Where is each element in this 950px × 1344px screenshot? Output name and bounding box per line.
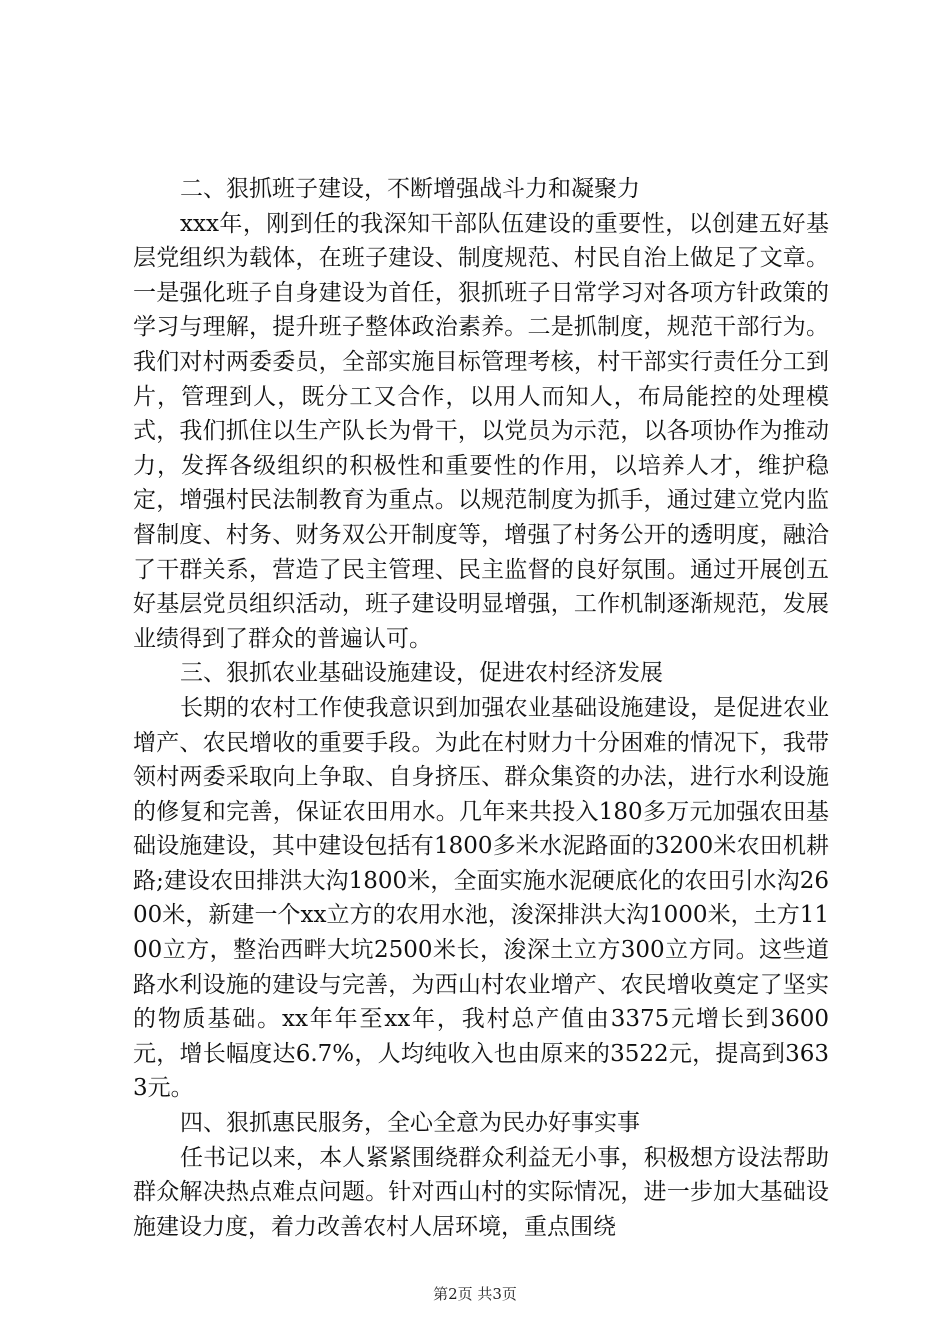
body-paragraph: 长期的农村工作使我意识到加强农业基础设施建设，是促进农业增产、农民增收的重要手段。为此在村财力十分困难的情况下，我带领村两委采取向上争取、自身挤压、群众集资的办法，进行水利设施的修复和完善，保证农田用水。几年来共投入180多万元加强农田基础设施建设，其中建设包括有1800多米水泥路面的3200米农田机耕路;建设农田排洪大沟1800米，全面实施水泥硬底化的农田引水沟2600米，新建一个xx立方的农用水池，浚深排洪大沟1000米，土方1100立方，整治西畔大坑2500米长，浚深土立方300立方同。这些道路水利设施的建设与完善，为西山村农业增产、农民增收奠定了坚实的物质基础。xx年年至xx年，我村总产值由3375元增长到3600元，增长幅度达6.7%，人均纯收入也由原来的3522元，提高到3633元。	[133, 694, 829, 1102]
section-heading-2: 二、狠抓班子建设，不断增强战斗力和凝聚力	[180, 176, 640, 202]
body-paragraph: xxx年，刚到任的我深知干部队伍建设的重要性，以创建五好基层党组织为载体，在班子建设、制度规范、村民自治上做足了文章。一是强化班子自身建设为首任，狠抓班子日常学习对各项方针政策的学习与理解，提升班子整体政治素养。二是抓制度，规范干部行为。我们对村两委委员，全部实施目标管理考核，村干部实行责任分工到片，管理到人，既分工又合作，以用人而知人，布局能控的处理模式，我们抓住以生产队长为骨干，以党员为示范，以各项协作为推动力，发挥各级组织的积极性和重要性的作用，以培养人才，维护稳定，增强村民法制教育为重点。以规范制度为抓手，通过建立党内监督制度、村务、财务双公开制度等，增强了村务公开的透明度，融洽了干群关系，营造了民主管理、民主监督的良好氛围。通过开展创五好基层党员组织活动，班子建设明显增强，工作机制逐渐规范，发展业绩得到了群众的普遍认可。	[133, 210, 829, 652]
page-number-label: 第2页 共3页	[433, 1285, 517, 1303]
body-paragraph: 任书记以来，本人紧紧围绕群众利益无小事，积极想方设法帮助群众解决热点难点问题。针对西山村的实际情况，进一步加大基础设施建设力度，着力改善农村人居环境，重点围绕	[133, 1144, 829, 1240]
document-body	[133, 172, 829, 1244]
page-footer	[0, 1284, 950, 1304]
section-heading-3: 三、狠抓农业基础设施建设，促进农村经济发展	[180, 660, 663, 687]
section-heading-4: 四、狠抓惠民服务，全心全意为民办好事实事	[180, 1110, 640, 1137]
